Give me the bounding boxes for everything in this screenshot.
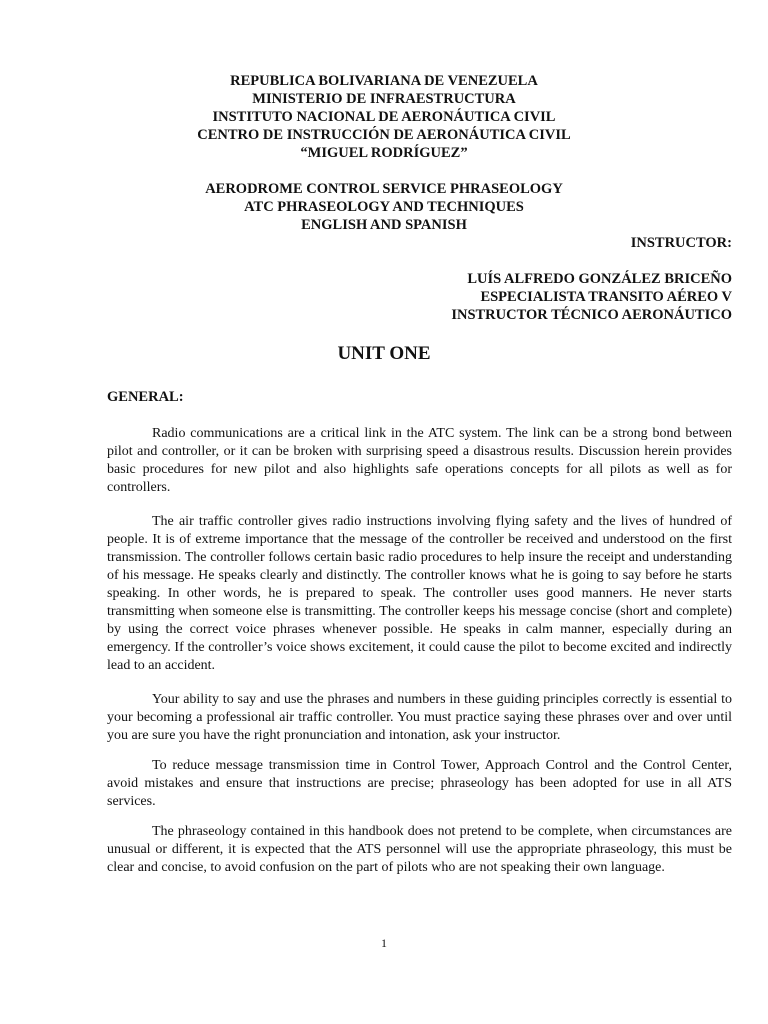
institution-line: INSTITUTO NACIONAL DE AERONÁUTICA CIVIL bbox=[212, 109, 556, 125]
instructor-title: ESPECIALISTA TRANSITO AÉREO V bbox=[480, 289, 732, 305]
instructor-name: LUÍS ALFREDO GONZÁLEZ BRICEÑO bbox=[467, 271, 732, 287]
course-line: ENGLISH AND SPANISH bbox=[301, 217, 467, 233]
course-line: AERODROME CONTROL SERVICE PHRASEOLOGY bbox=[205, 181, 563, 197]
unit-title: UNIT ONE bbox=[337, 343, 431, 364]
institution-line: “MIGUEL RODRÍGUEZ” bbox=[300, 145, 468, 161]
page-number: 1 bbox=[381, 936, 387, 950]
body-paragraph: To reduce message transmission time in Control Tower, Approach Control and the Control Center, avoid mistakes and ensure that instructions are precise; phraseology has been adopted for use in all ATS services. bbox=[107, 758, 732, 809]
body-paragraph: Radio communications are a critical link in the ATC system. The link can be a strong bond between pilot and controller, or it can be broken with surprising speed a disastrous results. Discussion herein provides basic procedures for new pilot and also highlights safe operations concepts for all pilots as well as for controllers. bbox=[107, 426, 732, 495]
course-line: ATC PHRASEOLOGY AND TECHNIQUES bbox=[244, 199, 524, 215]
instructor-label: INSTRUCTOR: bbox=[630, 235, 732, 251]
body-paragraph: The phraseology contained in this handbook does not pretend to be complete, when circumstances are unusual or different, it is expected that the ATS personnel will use the appropriate phraseology, this must be clear and concise, to avoid confusion on the part of pilots who are not speaking their own language. bbox=[107, 824, 732, 875]
institution-line: MINISTERIO DE INFRAESTRUCTURA bbox=[252, 91, 516, 107]
institution-header bbox=[0, 72, 768, 162]
section-heading: GENERAL: bbox=[107, 389, 184, 405]
instructor-info bbox=[451, 270, 732, 324]
body-paragraph: The air traffic controller gives radio instructions involving flying safety and the lives of hundred of people. It is of extreme importance that the message of the controller be received and understood on the first transmission. The controller follows certain basic radio procedures to help insure the receipt and understanding of his message. He speaks clearly and distinctly. The controller knows what he is going to say before he starts speaking. In other words, he is prepared to speak. The controller uses good manners. He never starts transmitting when someone else is transmitting. The controller keeps his message concise (short and complete) by using the correct voice phrases whenever possible. He speaks in calm manner, especially during an emergency. If the controller’s voice shows excitement, it could cause the pilot to become excited and indirectly lead to an accident. bbox=[107, 514, 732, 673]
institution-line: CENTRO DE INSTRUCCIÓN DE AERONÁUTICA CIVIL bbox=[197, 127, 571, 143]
course-title-block bbox=[0, 180, 768, 234]
institution-line: REPUBLICA BOLIVARIANA DE VENEZUELA bbox=[230, 73, 538, 89]
body-paragraph: Your ability to say and use the phrases and numbers in these guiding principles correctly is essential to your becoming a professional air traffic controller. You must practice saying these phrases over and over until you are sure you have the right pronunciation and intonation, ask your instructor. bbox=[107, 692, 732, 743]
instructor-title: INSTRUCTOR TÉCNICO AERONÁUTICO bbox=[451, 307, 732, 323]
